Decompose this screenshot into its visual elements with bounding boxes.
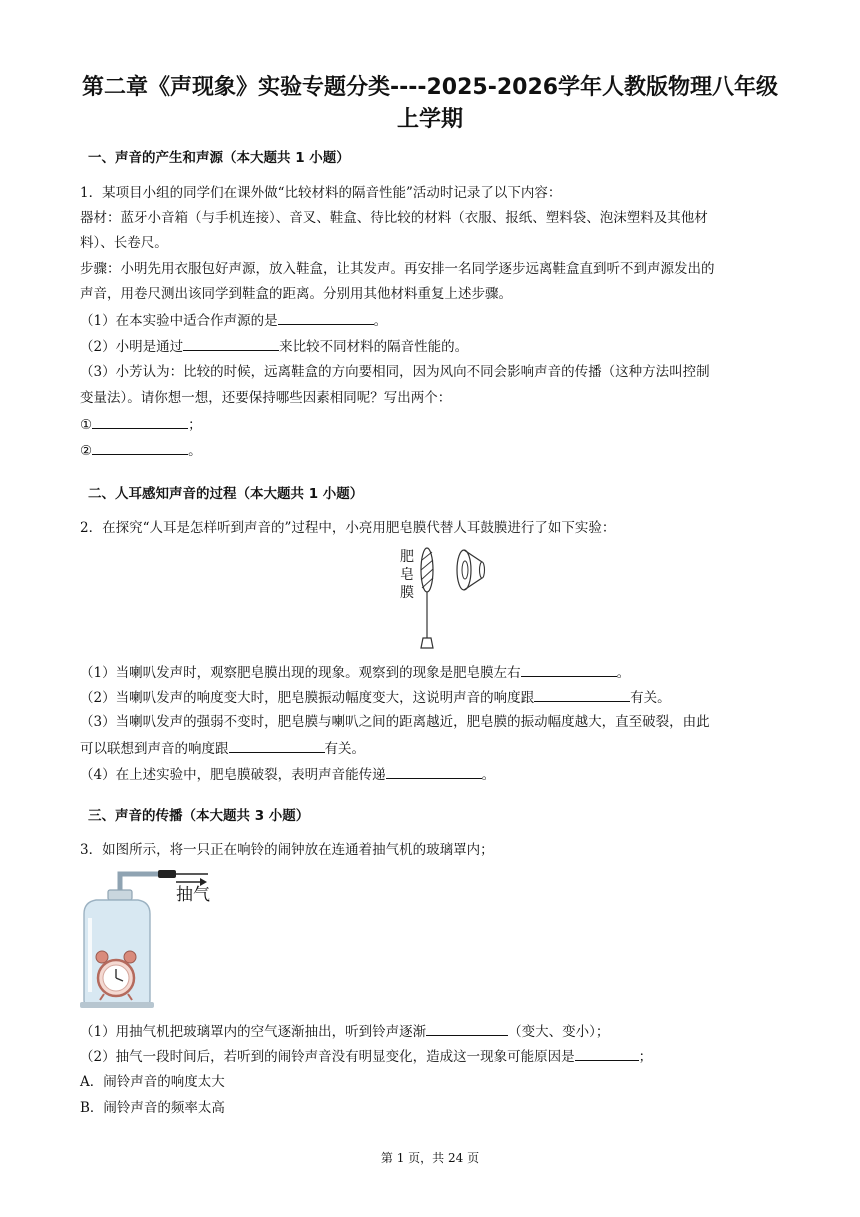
q1-part2-blank[interactable] (183, 336, 279, 351)
q1-equipment-line2: 料）、长卷尺。 (80, 235, 168, 251)
q2-part3-end: 有关。 (324, 741, 365, 757)
q1-part3-line1: （3）小芳认为：比较的时候，远离鞋盒的方向要相同，因为风向不同会影响声音的传播（这种方法叫控制 (80, 364, 710, 380)
q3-part1-blank[interactable] (426, 1021, 508, 1036)
soap-film-ring (421, 548, 433, 592)
q2-part1-text: （1）当喇叭发声时，观察肥皂膜出现的现象。观察到的现象是肥皂膜左右 (80, 665, 521, 681)
q1-answer-2-end: 。 (188, 443, 202, 459)
q1-answer-1-mark: ① (80, 417, 93, 433)
q3-part2-blank[interactable] (575, 1046, 639, 1061)
q1-part2-end: 来比较不同材料的隔音性能的。 (279, 339, 469, 355)
q1-part3-line2: 变量法）。请你想一想，还要保持哪些因素相同呢？写出两个： (80, 390, 452, 406)
q1-part1-text: （1）在本实验中适合作声源的是 (80, 313, 278, 329)
q1-answer-2-blank[interactable] (92, 440, 188, 455)
q2-part2-blank[interactable] (534, 687, 630, 702)
q3-part2-text: （2）抽气一段时间后，若听到的闹铃声音没有明显变化，造成这一现象可能原因是 (80, 1049, 575, 1065)
q2-part2-end: 有关。 (630, 690, 671, 706)
q2-part2-text: （2）当喇叭发声的响度变大时，肥皂膜振动幅度变大，这说明声音的响度跟 (80, 690, 535, 706)
section-heading-1: 一、声音的产生和声源（本大题共 1 小题） (88, 150, 350, 166)
q1-part1-blank[interactable] (278, 310, 374, 325)
q3-stem: 3．如图所示，将一只正在响铃的闹钟放在连通着抽气机的玻璃罩内； (80, 842, 494, 858)
q1-steps-line2: 声音，用卷尺测出该同学到鞋盒的距离。分别用其他材料重复上述步骤。 (80, 286, 512, 302)
jar-base (80, 1002, 154, 1008)
soap-film-label-char: 皂 (400, 567, 414, 583)
q3-option-a[interactable]: A．闹铃声音的响度太大 (80, 1074, 225, 1090)
q2-part4-blank[interactable] (386, 764, 482, 779)
soap-film-figure (410, 544, 500, 652)
soap-film-label-char: 肥 (400, 549, 414, 565)
q2-part2 (80, 687, 671, 708)
document-title-line1: 第二章《声现象》实验专题分类----2025-2026学年人教版物理八年级 (81, 75, 779, 100)
q3-option-b[interactable]: B．闹铃声音的频率太高 (80, 1100, 225, 1116)
document-title-line2: 上学期 (396, 107, 463, 132)
soap-film-label-char: 膜 (400, 585, 414, 601)
air-tube (120, 874, 160, 892)
q2-part1 (80, 662, 630, 683)
q2-stem: 2．在探究“人耳是怎样听到声音的”过程中，小亮用肥皂膜代替人耳鼓膜进行了如下实验： (80, 520, 616, 536)
tube-valve (158, 870, 176, 878)
q3-part2-end: ； (638, 1049, 653, 1065)
speaker-icon (457, 550, 485, 590)
q1-answer-2 (80, 440, 202, 461)
q1-answer-1 (80, 414, 202, 435)
page-footer: 第 1 页，共 24 页 (380, 1151, 480, 1165)
q2-part4-end: 。 (481, 767, 496, 783)
q3-part2 (80, 1046, 652, 1067)
q2-part3-blank[interactable] (229, 738, 325, 753)
q3-part1 (80, 1021, 609, 1042)
q2-part4 (80, 764, 495, 785)
section-heading-2: 二、人耳感知声音的过程（本大题共 1 小题） (88, 486, 364, 502)
jar-stopper (108, 890, 132, 900)
q1-steps-line1: 步骤：小明先用衣服包好声源，放入鞋盒，让其发声。再安排一名同学逐步远离鞋盒直到听不到声源发出的 (80, 261, 715, 277)
q2-part3-line1: （3）当喇叭发声的强弱不变时，肥皂膜与喇叭之间的距离越近，肥皂膜的振动幅度越大，直至破裂，由此 (80, 714, 710, 730)
q2-part3-line2 (80, 738, 365, 759)
q1-part2 (80, 336, 468, 357)
q1-part1 (80, 310, 387, 331)
q1-answer-1-blank[interactable] (92, 414, 188, 429)
q2-part1-end: 。 (616, 665, 631, 681)
q2-part3-text: 可以联想到声音的响度跟 (80, 741, 229, 757)
q1-answer-2-mark: ② (80, 443, 93, 459)
section-heading-3: 三、声音的传播（本大题共 3 小题） (88, 808, 310, 824)
q1-part1-end: 。 (373, 313, 388, 329)
q1-answer-1-end: ； (188, 417, 202, 433)
q3-part1-end: （变大、变小）； (508, 1024, 610, 1040)
q2-part4-text: （4）在上述实验中，肥皂膜破裂，表明声音能传递 (80, 767, 386, 783)
q2-part1-blank[interactable] (521, 662, 617, 677)
q1-stem: 1．某项目小组的同学们在课外做“比较材料的隔音性能”活动时记录了以下内容： (80, 185, 562, 201)
q1-part2-text: （2）小明是通过 (80, 339, 184, 355)
q3-part1-text: （1）用抽气机把玻璃罩内的空气逐渐抽出，听到铃声逐渐 (80, 1024, 427, 1040)
pump-air-label: 抽气 (176, 885, 210, 905)
soap-film-base (421, 638, 433, 648)
q1-equipment-line1: 器材：蓝牙小音箱（与手机连接）、音叉、鞋盒、待比较的材料（衣服、报纸、塑料袋、泡沫塑料及其他材 (80, 210, 708, 226)
